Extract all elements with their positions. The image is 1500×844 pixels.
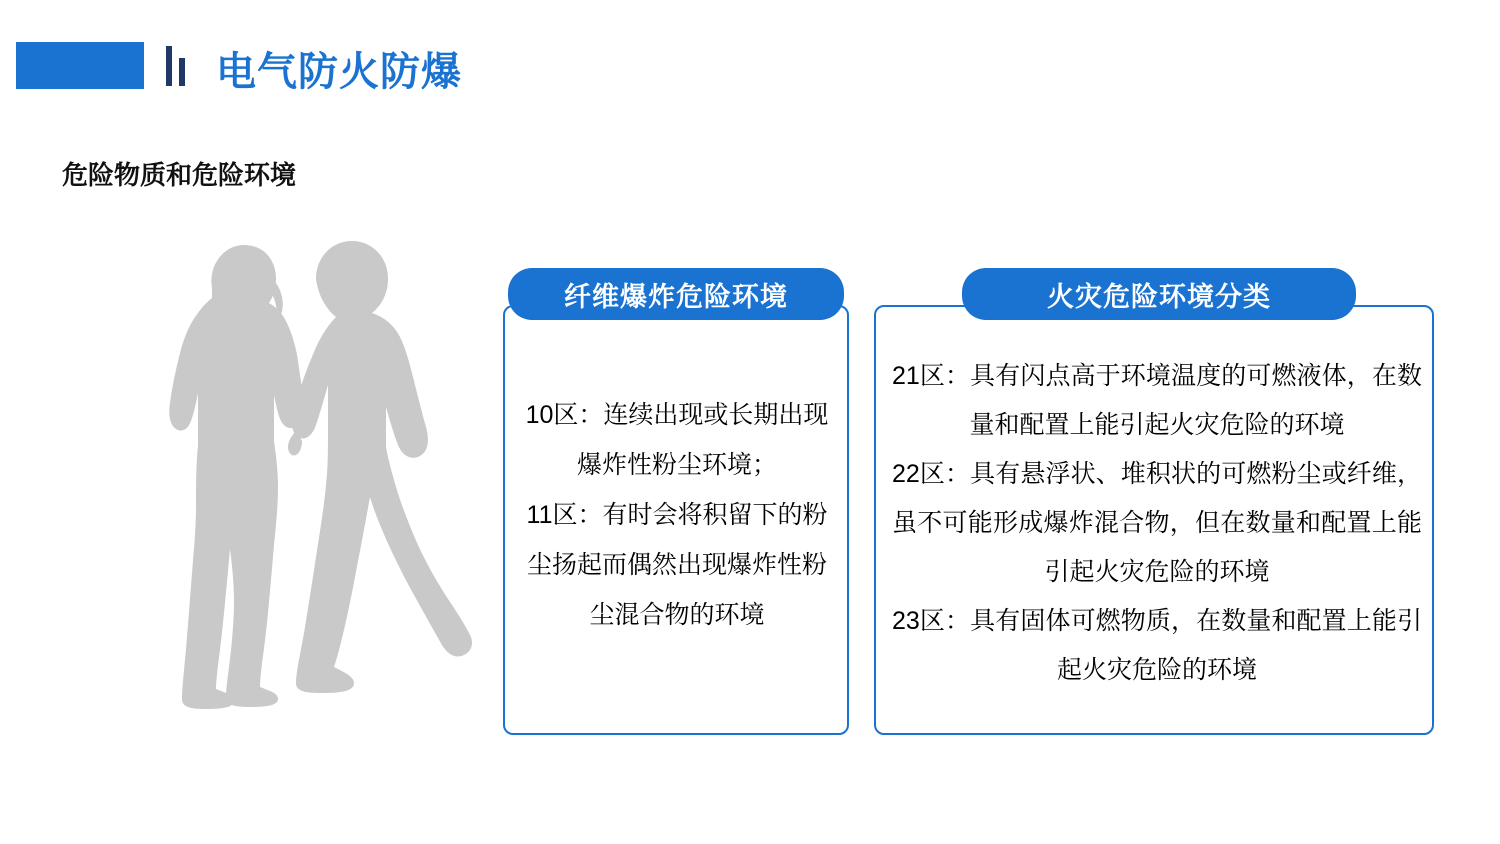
section-subtitle: 危险物质和危险环境 — [62, 160, 297, 190]
card-fire-hazard-classification-body — [884, 352, 1430, 695]
card-fire-hazard-paragraph-3: 23区：具有固体可燃物质，在数量和配置上能引起火灾危险的环境 — [892, 607, 1422, 684]
tick-mark-1 — [166, 46, 172, 86]
card-fiber-explosion-title: 纤维爆炸危险环境 — [508, 268, 844, 320]
slide-header — [0, 0, 1500, 130]
header-accent-bar — [16, 42, 144, 89]
card-fiber-explosion-body — [512, 390, 842, 640]
card-fire-hazard-paragraph-1: 21区：具有闪点高于环境温度的可燃液体，在数量和配置上能引起火灾危险的环境 — [892, 362, 1422, 439]
page-title: 电气防火防爆 — [216, 50, 462, 94]
tick-mark-2 — [179, 58, 185, 86]
card-fiber-explosion-paragraph-1: 10区：连续出现或长期出现爆炸性粉尘环境； — [525, 401, 829, 479]
card-fire-hazard-classification-title: 火灾危险环境分类 — [962, 268, 1356, 320]
header-tick-marks-icon — [166, 46, 192, 86]
card-fiber-explosion-paragraph-2: 11区：有时会将积留下的粉尘扬起而偶然出现爆炸性粉尘混合物的环境 — [526, 501, 828, 629]
two-people-silhouette-icon — [100, 235, 480, 735]
card-fire-hazard-paragraph-2: 22区：具有悬浮状、堆积状的可燃粉尘或纤维，虽不可能形成爆炸混合物，但在数量和配置上能引起火灾危险的环境 — [892, 460, 1422, 586]
